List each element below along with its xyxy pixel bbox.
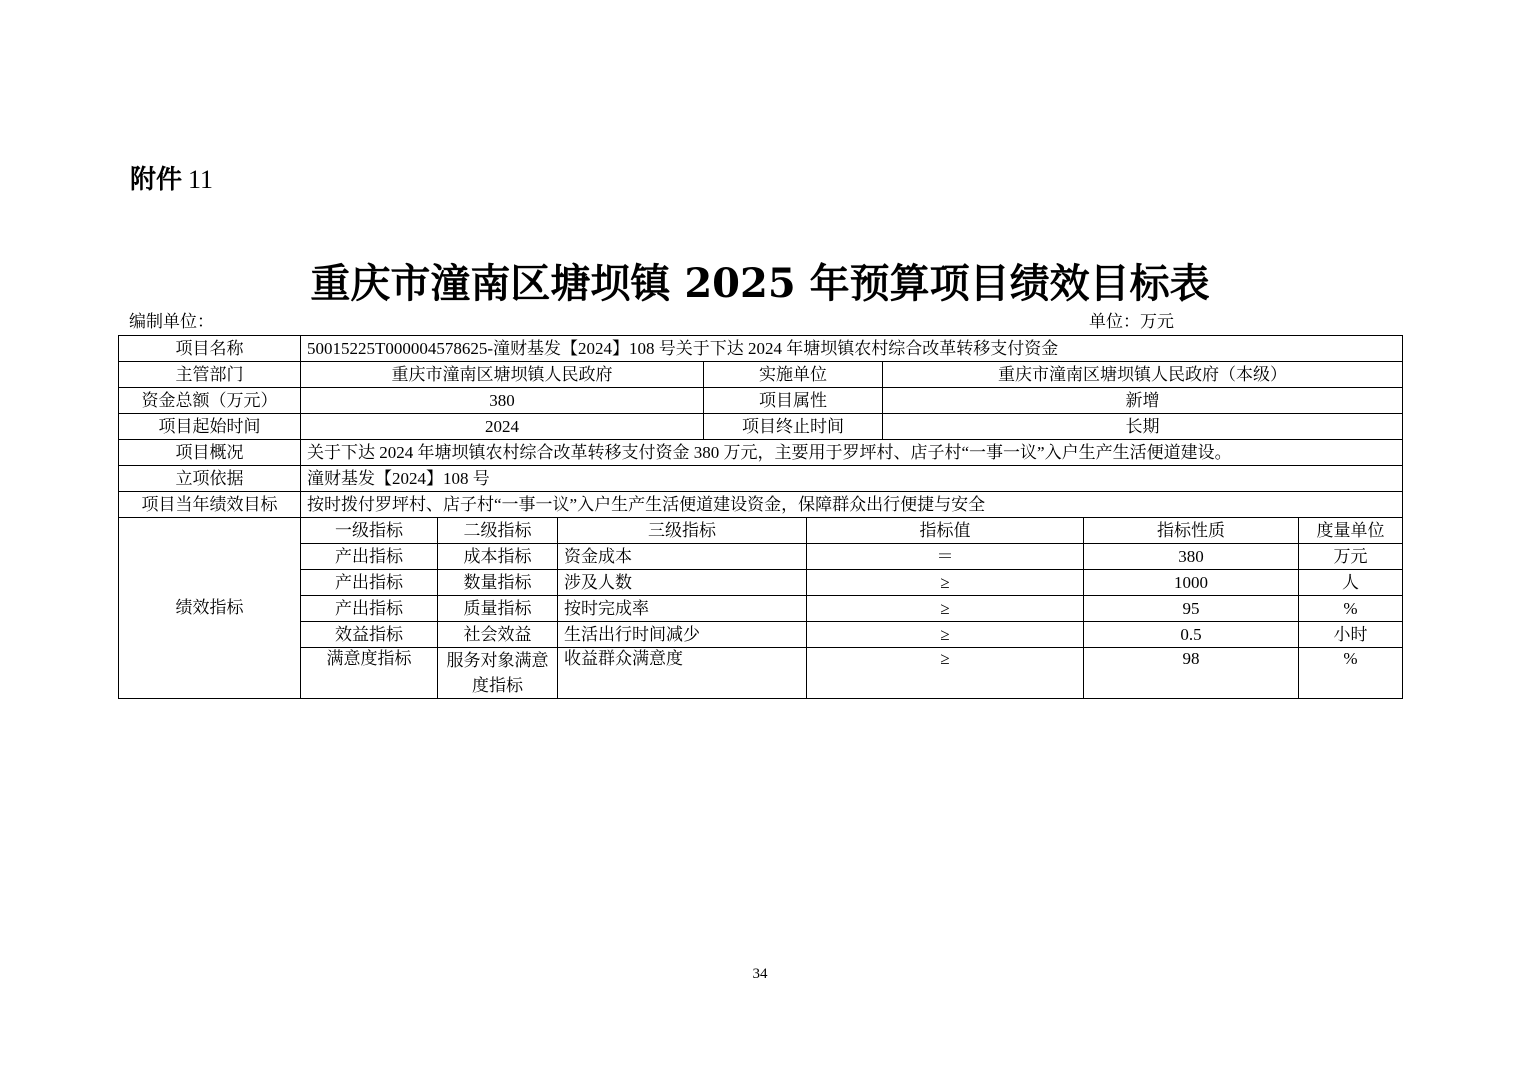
overview-label: 项目概况 xyxy=(119,440,301,466)
level2-cell: 质量指标 xyxy=(438,596,558,622)
header-level2: 二级指标 xyxy=(438,518,558,544)
level1-cell: 产出指标 xyxy=(301,596,438,622)
end-value: 长期 xyxy=(883,414,1403,440)
row-department xyxy=(119,362,1403,388)
header-level1: 一级指标 xyxy=(301,518,438,544)
indicator-header-row xyxy=(119,518,1403,544)
dept-label: 主管部门 xyxy=(119,362,301,388)
value-cell: 95 xyxy=(1084,596,1299,622)
page-number: 34 xyxy=(752,966,768,982)
level2-cell: 数量指标 xyxy=(438,570,558,596)
indicator-row xyxy=(119,570,1403,596)
level1-cell: 满意度指标 xyxy=(301,648,438,699)
start-label: 项目起始时间 xyxy=(119,414,301,440)
level2-cell: 社会效益 xyxy=(438,622,558,648)
row-goal xyxy=(119,492,1403,518)
level3-cell: 收益群众满意度 xyxy=(558,648,807,699)
value-cell: 98 xyxy=(1084,648,1299,699)
attr-value: 新增 xyxy=(883,388,1403,414)
operator-cell: ≥ xyxy=(807,596,1084,622)
level3-cell: 按时完成率 xyxy=(558,596,807,622)
indicators-section-label: 绩效指标 xyxy=(119,518,301,699)
level1-cell: 产出指标 xyxy=(301,544,438,570)
row-period xyxy=(119,414,1403,440)
project-name-value: 50015225T000004578625-潼财基发【2024】108 号关于下达 2024 年塘坝镇农村综合改革转移支付资金 xyxy=(301,336,1403,362)
end-label: 项目终止时间 xyxy=(704,414,883,440)
level2-cell: 成本指标 xyxy=(438,544,558,570)
prepared-by-label: 编制单位： xyxy=(129,312,214,331)
level3-cell: 涉及人数 xyxy=(558,570,807,596)
basis-value: 潼财基发【2024】108 号 xyxy=(301,466,1403,492)
goal-label: 项目当年绩效目标 xyxy=(119,492,301,518)
document-title: 重庆市潼南区塘坝镇 2025 年预算项目绩效目标表 xyxy=(310,260,1210,307)
impl-value: 重庆市潼南区塘坝镇人民政府（本级） xyxy=(883,362,1403,388)
unit-cell: % xyxy=(1299,596,1403,622)
operator-cell: ≥ xyxy=(807,622,1084,648)
header-value: 指标值 xyxy=(807,518,1084,544)
value-cell: 0.5 xyxy=(1084,622,1299,648)
basis-label: 立项依据 xyxy=(119,466,301,492)
row-overview xyxy=(119,440,1403,466)
value-cell: 1000 xyxy=(1084,570,1299,596)
header-nature: 指标性质 xyxy=(1084,518,1299,544)
operator-cell: ≥ xyxy=(807,648,1084,699)
performance-table xyxy=(118,335,1403,699)
attachment-label xyxy=(130,163,213,197)
header-level3: 三级指标 xyxy=(558,518,807,544)
level3-cell: 资金成本 xyxy=(558,544,807,570)
indicator-row xyxy=(119,596,1403,622)
operator-cell: ＝ xyxy=(807,544,1084,570)
goal-value: 按时拨付罗坪村、店子村“一事一议”入户生产生活便道建设资金，保障群众出行便捷与安全 xyxy=(301,492,1403,518)
indicator-row xyxy=(119,622,1403,648)
project-name-label: 项目名称 xyxy=(119,336,301,362)
unit-cell: % xyxy=(1299,648,1403,699)
funds-label: 资金总额（万元） xyxy=(119,388,301,414)
level1-cell: 产出指标 xyxy=(301,570,438,596)
level1-cell: 效益指标 xyxy=(301,622,438,648)
header-unit: 度量单位 xyxy=(1299,518,1403,544)
attachment-word: 附件 xyxy=(130,165,183,195)
row-funds xyxy=(119,388,1403,414)
unit-cell: 人 xyxy=(1299,570,1403,596)
unit-cell: 万元 xyxy=(1299,544,1403,570)
value-cell: 380 xyxy=(1084,544,1299,570)
operator-cell: ≥ xyxy=(807,570,1084,596)
attachment-number: 11 xyxy=(188,165,214,194)
funds-value: 380 xyxy=(301,388,704,414)
indicator-row xyxy=(119,648,1403,699)
unit-cell: 小时 xyxy=(1299,622,1403,648)
start-value: 2024 xyxy=(301,414,704,440)
row-project-name xyxy=(119,336,1403,362)
impl-label: 实施单位 xyxy=(704,362,883,388)
level3-cell: 生活出行时间减少 xyxy=(558,622,807,648)
dept-value: 重庆市潼南区塘坝镇人民政府 xyxy=(301,362,704,388)
indicator-row xyxy=(119,544,1403,570)
unit-label: 单位：万元 xyxy=(1089,312,1174,331)
level2-cell: 服务对象满意度指标 xyxy=(438,648,558,699)
row-basis xyxy=(119,466,1403,492)
attr-label: 项目属性 xyxy=(704,388,883,414)
overview-value: 关于下达 2024 年塘坝镇农村综合改革转移支付资金 380 万元，主要用于罗坪村、店子村“一事一议”入户生产生活便道建设。 xyxy=(301,440,1403,466)
